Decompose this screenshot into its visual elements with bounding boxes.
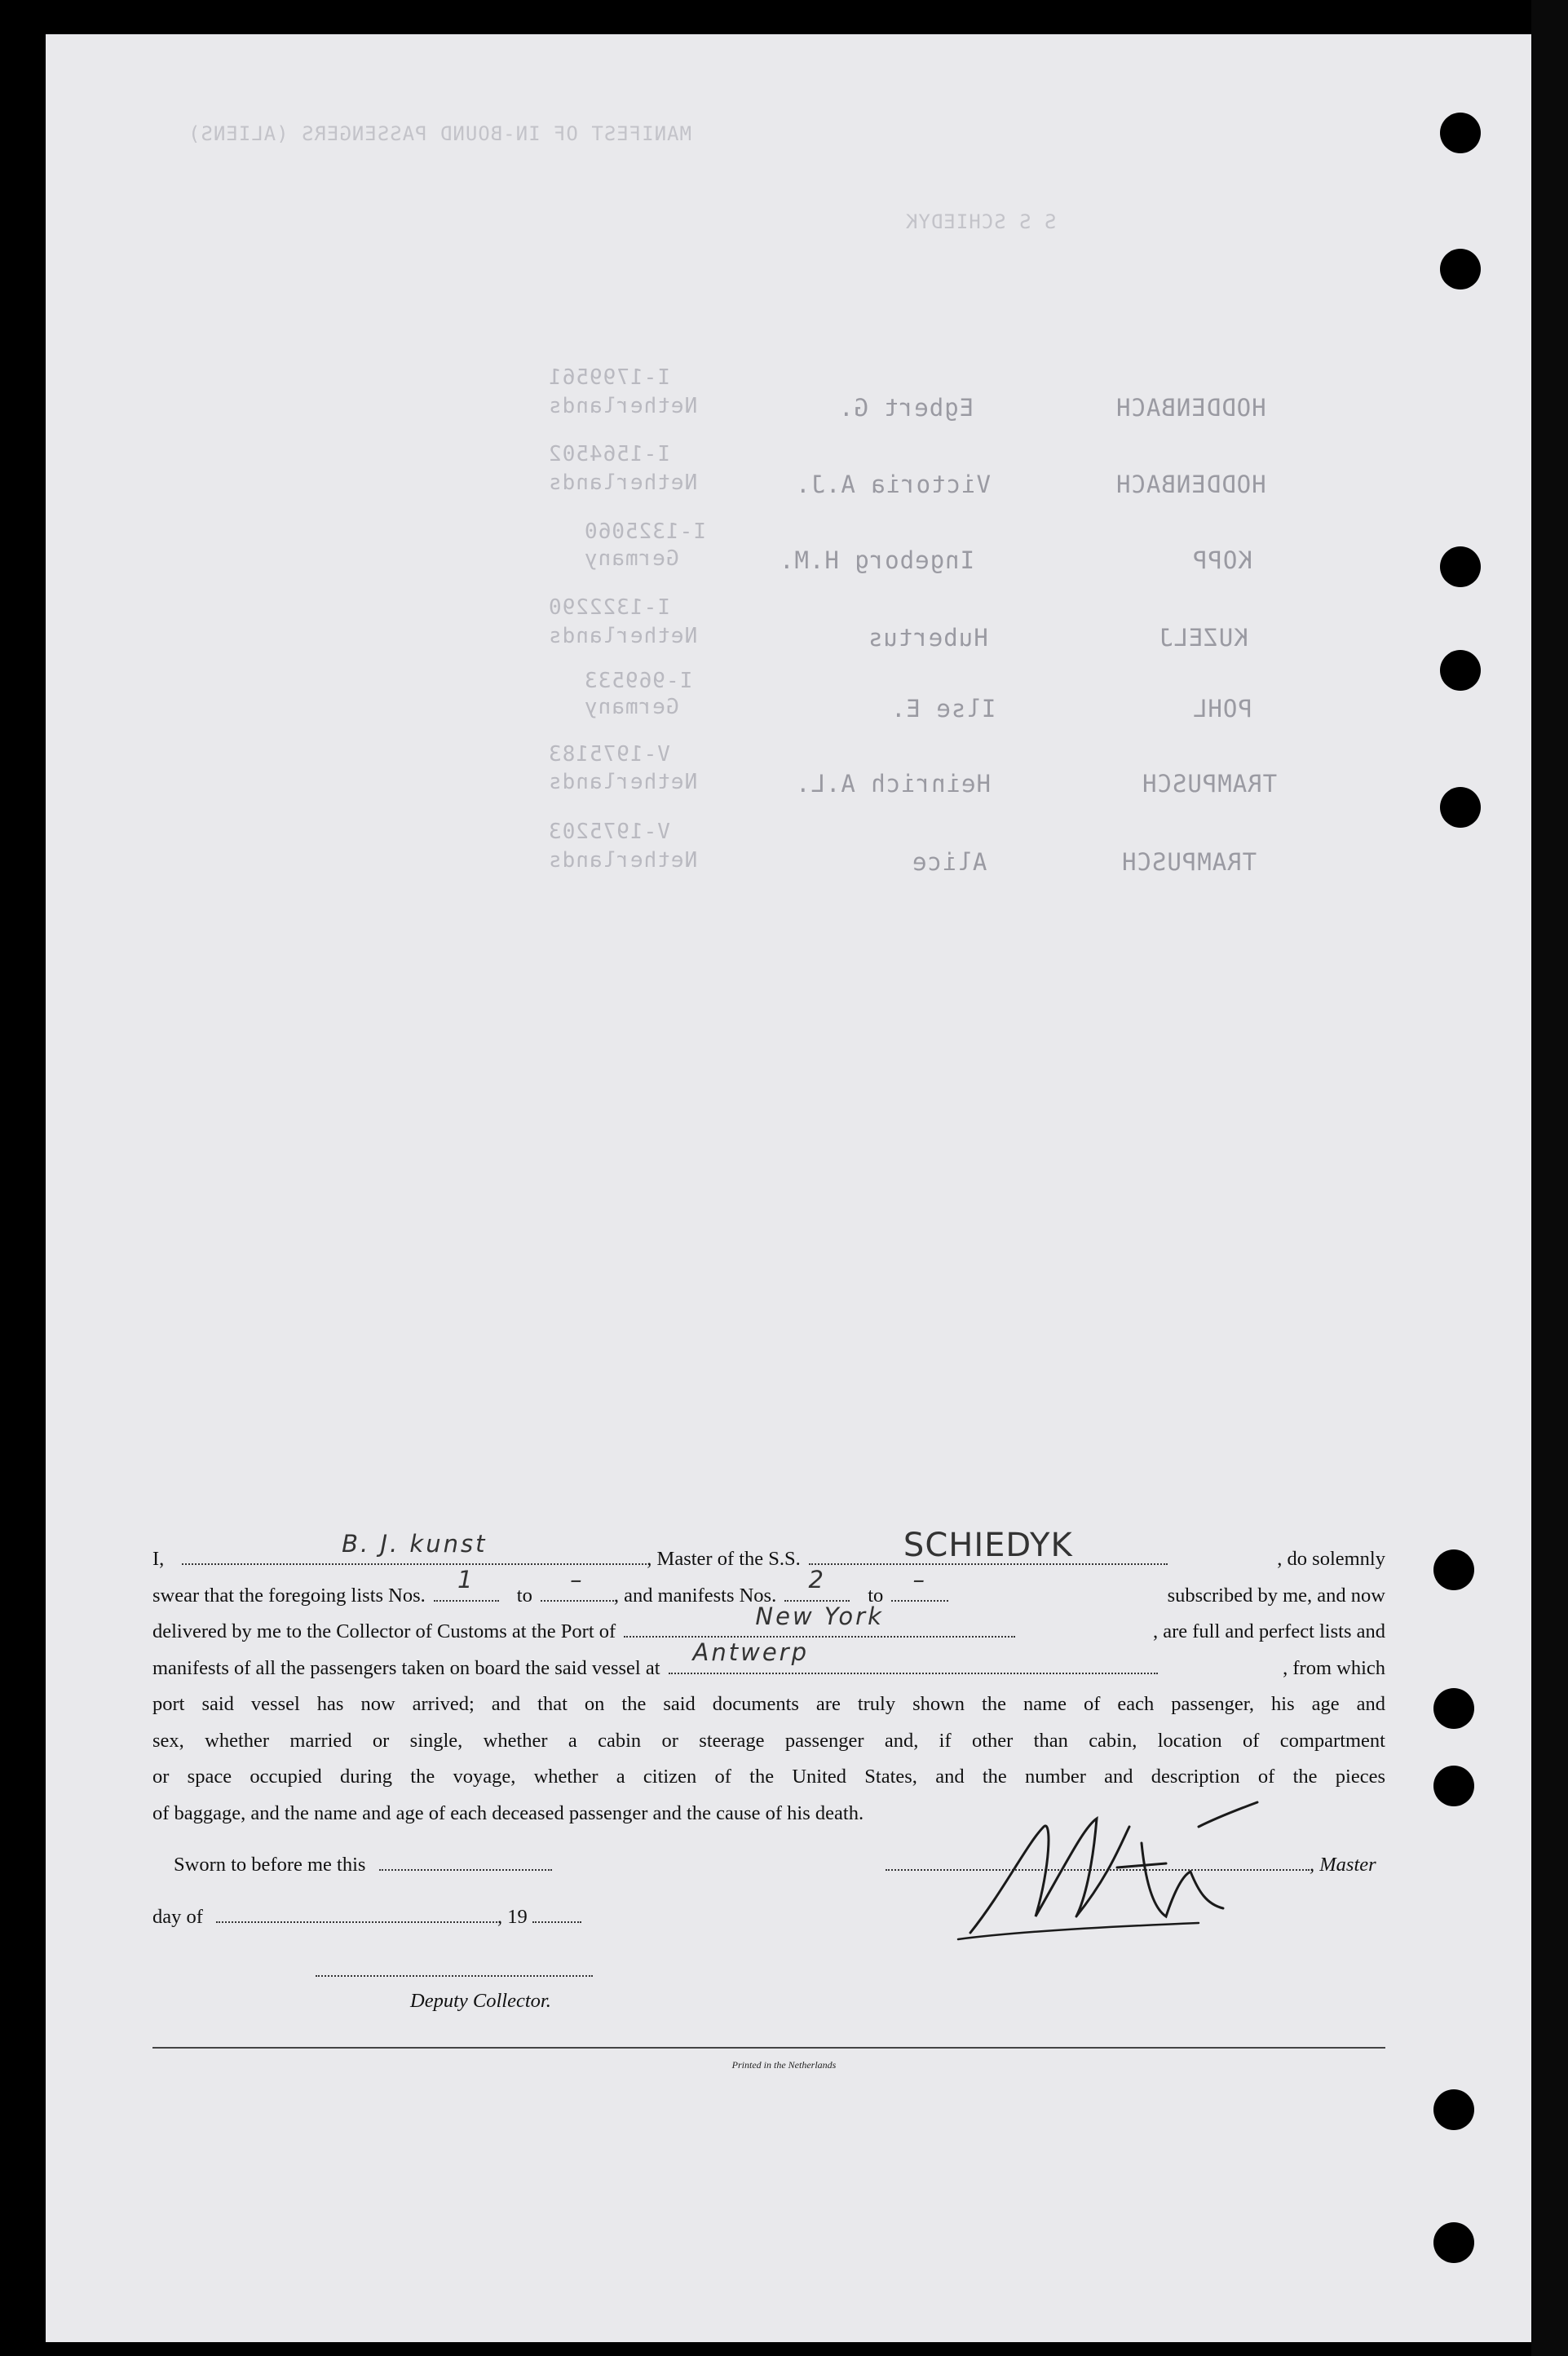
day-line xyxy=(152,1903,581,1929)
doc-number: I-1322290 xyxy=(548,595,670,620)
oath-text: to xyxy=(516,1584,532,1607)
oath-line xyxy=(152,1526,1385,1578)
punch-hole xyxy=(1433,1688,1474,1729)
scan-border xyxy=(1531,0,1568,2356)
doc-number: I-1325060 xyxy=(584,519,706,544)
lists-from-field xyxy=(434,1566,499,1602)
sworn-text: Sworn to before me this xyxy=(174,1854,366,1876)
surname: HODDENBACH xyxy=(1115,471,1266,498)
departure-port-handwritten: Antwerp xyxy=(692,1638,810,1666)
doc-number: V-1975203 xyxy=(548,820,670,844)
manifests-from-handwritten: 2 xyxy=(808,1566,826,1594)
manifests-to-handwritten: – xyxy=(912,1566,928,1594)
oath-text: of baggage, and the name and age of each deceased passenger and the cause of his death. xyxy=(152,1801,864,1824)
punch-hole xyxy=(1440,249,1481,290)
surname: TRAMPUSCH xyxy=(1121,848,1257,876)
doc-number: I-1564502 xyxy=(548,442,670,466)
sworn-line xyxy=(174,1851,552,1876)
deputy-signature-line[interactable] xyxy=(316,1957,593,1977)
year-prefix: , 19 xyxy=(497,1906,528,1928)
oath-text: , from which xyxy=(1283,1656,1385,1679)
given-name: Hubertus xyxy=(868,624,988,652)
day-field[interactable] xyxy=(216,1903,497,1923)
punch-hole xyxy=(1433,1766,1474,1806)
surname: HODDENBACH xyxy=(1115,394,1266,422)
oath-text: manifests of all the passengers taken on board the said vessel at xyxy=(152,1656,660,1679)
deputy-collector-label: Deputy Collector. xyxy=(410,1990,551,2012)
nationality: Netherlands xyxy=(548,848,698,873)
surname: TRAMPUSCH xyxy=(1142,770,1278,798)
port-of-departure-field xyxy=(669,1638,1158,1674)
punch-hole xyxy=(1440,113,1481,153)
faint-header-ship: S S SCHIEDYK xyxy=(905,210,1057,233)
nationality: Netherlands xyxy=(548,624,698,648)
document-page xyxy=(46,34,1531,2342)
given-name: Alice xyxy=(912,848,987,876)
oath-line xyxy=(152,1638,1385,1687)
given-name: Heinrich A.L. xyxy=(795,770,991,798)
sworn-date-field[interactable] xyxy=(379,1851,552,1871)
oath-text: port said vessel has now arrived; and that on the said documents are truly shown the name of each passenger, his age and xyxy=(152,1693,1385,1715)
nationality: Germany xyxy=(584,546,679,571)
master-signature xyxy=(954,1794,1264,1949)
lists-to-handwritten: – xyxy=(570,1566,585,1594)
lists-from-handwritten: 1 xyxy=(457,1566,475,1594)
given-name: Ingeborg H.M. xyxy=(779,546,974,574)
master-label: , Master xyxy=(1310,1854,1376,1876)
nationality: Netherlands xyxy=(548,770,698,794)
oath-text: I, xyxy=(152,1548,165,1570)
ship-name-stamp: SCHIEDYK xyxy=(903,1526,1073,1564)
nationality: Germany xyxy=(584,695,679,719)
port-handwritten: New York xyxy=(755,1602,884,1630)
nationality: Netherlands xyxy=(548,471,698,495)
oath-text: , are full and perfect lists and xyxy=(1152,1620,1385,1642)
punch-hole xyxy=(1440,650,1481,691)
day-of-text: day of xyxy=(152,1906,203,1928)
punch-hole xyxy=(1433,1549,1474,1590)
footer-rule xyxy=(152,2047,1385,2049)
given-name: Egbert G. xyxy=(838,394,974,422)
oath-text: or space occupied during the voyage, whether a citizen of the United States, and the number and description of the pieces xyxy=(152,1766,1385,1788)
year-field[interactable] xyxy=(532,1903,581,1923)
given-name: Ilse E. xyxy=(890,695,996,723)
lists-to-field xyxy=(541,1566,614,1602)
master-name-handwritten: B. J. kunst xyxy=(342,1529,488,1558)
ship-name-field xyxy=(809,1526,1168,1565)
oath-text: to xyxy=(868,1584,884,1607)
surname: KOPP xyxy=(1192,546,1252,574)
oath-text: swear that the foregoing lists Nos. xyxy=(152,1584,426,1607)
given-name: Victoria A.J. xyxy=(795,471,991,498)
punch-hole xyxy=(1433,2089,1474,2130)
faint-header-title: MANIFEST OF IN-BOUND PASSENGERS (ALIENS) xyxy=(188,122,691,145)
oath-text: , do solemnly xyxy=(1277,1548,1385,1570)
printer-note: Printed in the Netherlands xyxy=(731,2059,837,2071)
nationality: Netherlands xyxy=(548,394,698,418)
doc-number: V-1975183 xyxy=(548,742,670,767)
doc-number: I-1799561 xyxy=(548,365,670,390)
oath-of-master xyxy=(152,1526,1385,1832)
punch-hole xyxy=(1440,787,1481,828)
punch-hole xyxy=(1440,546,1481,587)
oath-text: subscribed by me, and now xyxy=(1167,1584,1385,1607)
punch-hole xyxy=(1433,2222,1474,2263)
surname: KUZELJ xyxy=(1158,624,1248,652)
oath-text: delivered by me to the Collector of Customs at the Port of xyxy=(152,1620,616,1642)
oath-text: sex, whether married or single, whether a cabin or steerage passenger and, if other than cabin, location of compartment xyxy=(152,1729,1385,1752)
oath-text: , and manifests Nos. xyxy=(613,1584,777,1607)
doc-number: I-969533 xyxy=(584,669,693,693)
oath-text: , Master of the S.S. xyxy=(647,1548,801,1570)
surname: POHL xyxy=(1192,695,1252,723)
